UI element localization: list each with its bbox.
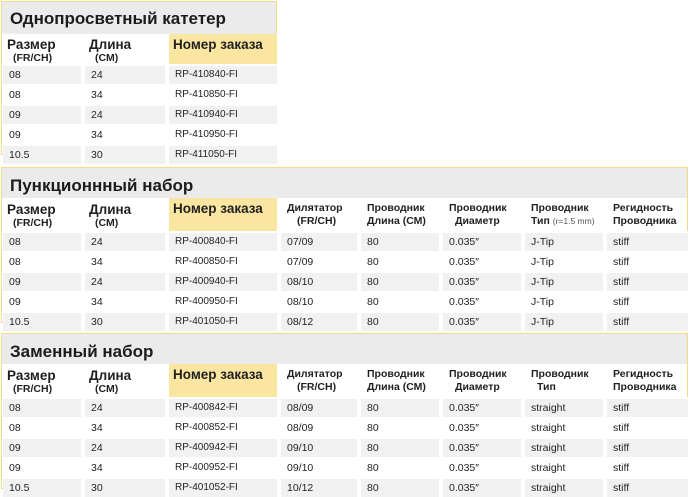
table-cell: 34 [85, 457, 165, 477]
table-cell: 09/10 [281, 437, 357, 457]
table-cell: RP-400840-FI [169, 231, 277, 251]
table-cell: stiff [607, 231, 688, 251]
col-header-guidewire-type: Проводник Тип [531, 368, 589, 393]
col-header-order-number: Номер заказа [169, 198, 277, 231]
table-cell: 80 [361, 457, 439, 477]
table-row [3, 231, 688, 251]
section-exchange-set [1, 333, 688, 494]
table-cell: 10.5 [3, 477, 81, 497]
table-cell: RP-400850-FI [169, 251, 277, 271]
table-cell: RP-401052-FI [169, 477, 277, 497]
table-row [3, 104, 277, 124]
col-header-guidewire-diameter: Проводник Диаметр [449, 202, 507, 227]
table-cell: 08/10 [281, 291, 357, 311]
table-cell: RP-410840-FI [169, 64, 277, 84]
table-cell: stiff [607, 457, 688, 477]
table-cell: 24 [85, 231, 165, 251]
table-cell: 34 [85, 84, 165, 104]
table-cell: RP-410940-FI [169, 104, 277, 124]
col-header-order-number: Номер заказа [169, 364, 277, 397]
table-cell: 0.035″ [443, 271, 521, 291]
table-cell: RP-400842-FI [169, 397, 277, 417]
col-header-dilator: Дилятатор (FR/CH) [287, 202, 343, 227]
table-cell: 09 [3, 457, 81, 477]
section-title: Заменный набор [2, 334, 687, 364]
table-row [3, 271, 688, 291]
col-header-guidewire-type: Проводник Тип (r=1.5 mm) [531, 202, 595, 227]
table-cell: J-Tip [525, 271, 603, 291]
table-row [3, 144, 277, 164]
table-cell: 34 [85, 417, 165, 437]
table-cell: straight [525, 417, 603, 437]
table-row [3, 397, 688, 417]
table-cell: 34 [85, 124, 165, 144]
table-cell: stiff [607, 477, 688, 497]
table-cell: straight [525, 477, 603, 497]
table-row [3, 477, 688, 497]
table-cell: 0.035″ [443, 231, 521, 251]
col-header-dilator: Дилятатор (FR/CH) [287, 368, 343, 393]
table-row [3, 124, 277, 144]
table-cell: 0.035″ [443, 477, 521, 497]
col-header-length: Длина (СМ) [89, 368, 132, 395]
table-cell: 09/10 [281, 457, 357, 477]
table-cell: stiff [607, 417, 688, 437]
table-cell: straight [525, 397, 603, 417]
table-cell: 0.035″ [443, 291, 521, 311]
table-row [3, 311, 688, 331]
table-cell: J-Tip [525, 311, 603, 331]
section-puncture-set [1, 167, 688, 328]
table-cell: RP-400942-FI [169, 437, 277, 457]
table-cell: 08/09 [281, 417, 357, 437]
table-cell: 80 [361, 417, 439, 437]
table-cell: 30 [85, 144, 165, 164]
table-cell: RP-400952-FI [169, 457, 277, 477]
table-cell: 24 [85, 397, 165, 417]
table-cell: 34 [85, 251, 165, 271]
catalog-table [3, 198, 688, 331]
catalog-table [3, 34, 277, 164]
col-header-length: Длина (СМ) [89, 37, 132, 64]
table-row [3, 84, 277, 104]
table-cell: RP-410950-FI [169, 124, 277, 144]
table-cell: RP-400940-FI [169, 271, 277, 291]
table-cell: 09 [3, 291, 81, 311]
table-cell: 80 [361, 397, 439, 417]
table-cell: stiff [607, 311, 688, 331]
table-cell: stiff [607, 437, 688, 457]
table-row [3, 437, 688, 457]
table-cell: 09 [3, 124, 81, 144]
table-cell: 10.5 [3, 311, 81, 331]
table-cell: 09 [3, 104, 81, 124]
table-cell: 09 [3, 271, 81, 291]
table-cell: 30 [85, 311, 165, 331]
table-cell: 0.035″ [443, 311, 521, 331]
section-title: Однопросветный катетер [2, 2, 276, 34]
table-cell: 0.035″ [443, 397, 521, 417]
table-row [3, 291, 688, 311]
table-cell: 08 [3, 397, 81, 417]
table-cell: stiff [607, 397, 688, 417]
table-cell: 08 [3, 251, 81, 271]
table-row [3, 251, 688, 271]
table-cell: 08/09 [281, 397, 357, 417]
col-header-size: Размер (FR/CH) [7, 202, 56, 229]
table-cell: RP-401050-FI [169, 311, 277, 331]
table-cell: 80 [361, 231, 439, 251]
table-cell: J-Tip [525, 291, 603, 311]
col-header-guidewire-diameter: Проводник Диаметр [449, 368, 507, 393]
table-cell: straight [525, 437, 603, 457]
table-cell: 0.035″ [443, 437, 521, 457]
table-cell: 0.035″ [443, 251, 521, 271]
table-cell: 10/12 [281, 477, 357, 497]
table-cell: 80 [361, 291, 439, 311]
col-header-length: Длина (СМ) [89, 202, 132, 229]
table-cell: 08 [3, 64, 81, 84]
table-cell: 30 [85, 477, 165, 497]
section-single-lumen-catheter [1, 1, 277, 161]
table-cell: 09 [3, 437, 81, 457]
table-row [3, 457, 688, 477]
table-cell: 07/09 [281, 251, 357, 271]
col-header-order-number: Номер заказа [169, 34, 277, 64]
table-cell: J-Tip [525, 251, 603, 271]
table-cell: 0.035″ [443, 417, 521, 437]
table-cell: 80 [361, 271, 439, 291]
table-cell: straight [525, 457, 603, 477]
table-cell: 80 [361, 477, 439, 497]
table-cell: 24 [85, 104, 165, 124]
table-cell: 80 [361, 251, 439, 271]
table-cell: 34 [85, 291, 165, 311]
table-cell: RP-411050-FI [169, 144, 277, 164]
table-cell: stiff [607, 251, 688, 271]
col-header-guidewire-length: Проводник Длина (СМ) [367, 368, 426, 393]
table-cell: RP-410850-FI [169, 84, 277, 104]
table-row [3, 64, 277, 84]
table-cell: 08 [3, 84, 81, 104]
table-cell: stiff [607, 271, 688, 291]
table-cell: 80 [361, 311, 439, 331]
table-cell: J-Tip [525, 231, 603, 251]
col-header-guidewire-stiffness: Регидность Проводника [613, 202, 677, 227]
table-cell: 08/10 [281, 271, 357, 291]
catalog-table [3, 364, 688, 497]
table-cell: 80 [361, 437, 439, 457]
col-header-size: Размер (FR/CH) [7, 37, 56, 64]
table-cell: RP-400950-FI [169, 291, 277, 311]
col-header-guidewire-stiffness: Регидность Проводника [613, 368, 677, 393]
table-cell: RP-400852-FI [169, 417, 277, 437]
table-cell: 24 [85, 437, 165, 457]
col-header-guidewire-length: Проводник Длина (СМ) [367, 202, 426, 227]
table-cell: 10.5 [3, 144, 81, 164]
table-cell: 08/12 [281, 311, 357, 331]
table-cell: 0.035″ [443, 457, 521, 477]
table-cell: 24 [85, 271, 165, 291]
section-title: Пункционнный набор [2, 168, 687, 198]
table-row [3, 417, 688, 437]
table-cell: 08 [3, 231, 81, 251]
table-cell: 24 [85, 64, 165, 84]
col-header-size: Размер (FR/CH) [7, 368, 56, 395]
table-cell: 07/09 [281, 231, 357, 251]
table-cell: stiff [607, 291, 688, 311]
table-cell: 08 [3, 417, 81, 437]
